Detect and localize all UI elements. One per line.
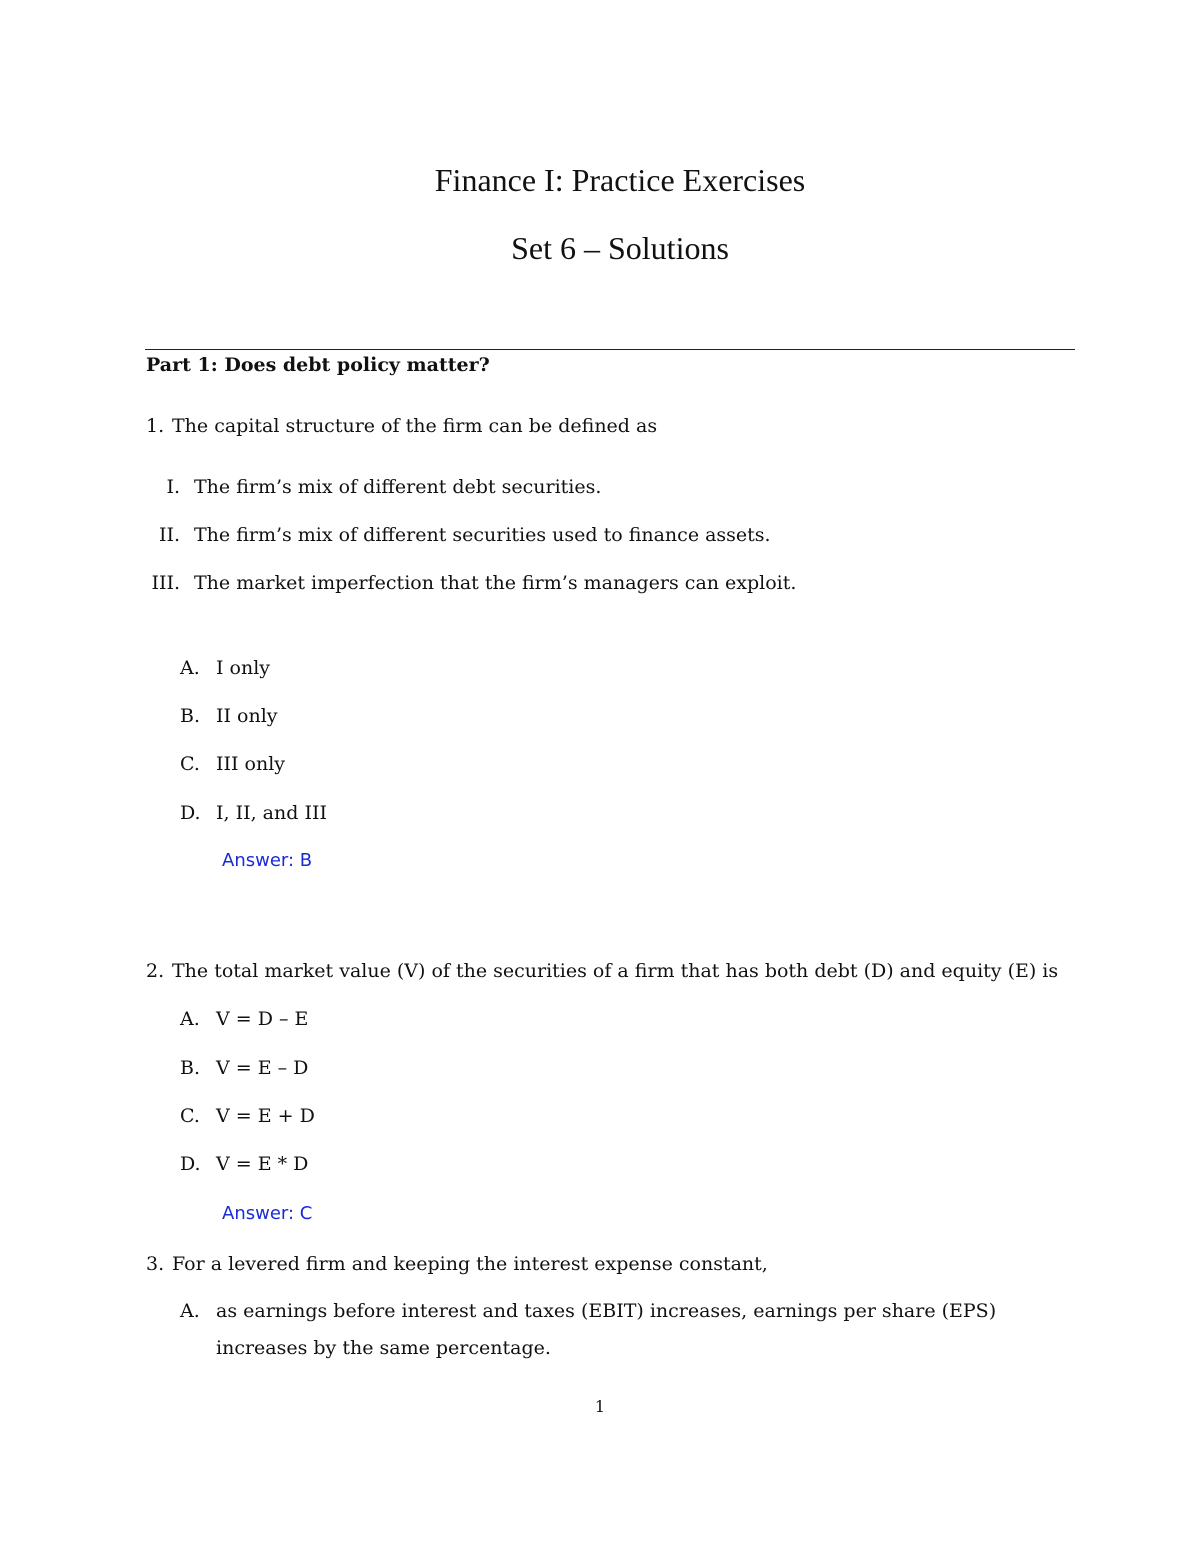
statement-item [0,475,1200,499]
option-text: V = D – E [216,1008,309,1030]
question-number: 3. [146,1253,165,1275]
option-letter: D. [180,1153,201,1175]
option-text: as earnings before interest and taxes (EBIT) increases, earnings per share (EPS) increases by the same percentage. [216,1300,997,1359]
statement-item [0,523,1200,547]
option-text: V = E * D [216,1153,309,1175]
answer-option [0,1007,1200,1031]
page-number: 1 [594,1397,606,1416]
answer-option [0,1152,1200,1176]
answer-option [0,704,1200,728]
document-title: Finance I: Practice Exercises [434,162,806,198]
option-text: I, II, and III [216,802,327,824]
question-1 [0,414,1200,438]
option-letter: A. [180,1008,200,1030]
statement-text: The firm’s mix of different securities used to finance assets. [194,524,771,546]
statement-numeral: III. [151,572,180,594]
statement-numeral: II. [158,524,180,546]
answer-option [0,1104,1200,1128]
question-2 [0,959,1200,983]
statement-text: The firm’s mix of different debt securities. [194,476,602,498]
answer-line [0,849,1200,873]
option-letter: A. [180,1300,200,1322]
question-number: 1. [146,415,165,437]
option-letter: D. [180,802,201,824]
option-letter: B. [180,705,201,727]
answer-option [0,1293,1200,1373]
question-number: 2. [146,960,165,982]
answer-key: Answer: B [222,850,313,871]
section-divider [145,349,1075,350]
option-text: V = E – D [216,1057,309,1079]
question-3 [0,1252,1200,1276]
option-text: I only [216,657,271,679]
option-letter: C. [180,753,200,775]
option-text: V = E + D [216,1105,315,1127]
statement-numeral: I. [166,476,180,498]
option-text: II only [216,705,278,727]
option-letter: A. [180,657,200,679]
question-text: For a levered firm and keeping the interest expense constant, [172,1253,768,1275]
answer-key: Answer: C [222,1203,313,1224]
answer-option [0,1056,1200,1080]
question-text: The total market value (V) of the securities of a firm that has both debt (D) and equity (E) is [172,960,1059,982]
statement-item [0,571,1200,595]
part-heading: Part 1: Does debt policy matter? [146,354,490,376]
question-text: The capital structure of the firm can be defined as [172,415,658,437]
option-letter: C. [180,1105,200,1127]
option-letter: B. [180,1057,201,1079]
statement-text: The market imperfection that the firm’s managers can exploit. [194,572,797,594]
answer-option [0,656,1200,680]
answer-option [0,801,1200,825]
answer-option [0,752,1200,776]
option-text: III only [216,753,286,775]
document-subtitle: Set 6 – Solutions [511,230,729,266]
answer-line [0,1202,1200,1226]
